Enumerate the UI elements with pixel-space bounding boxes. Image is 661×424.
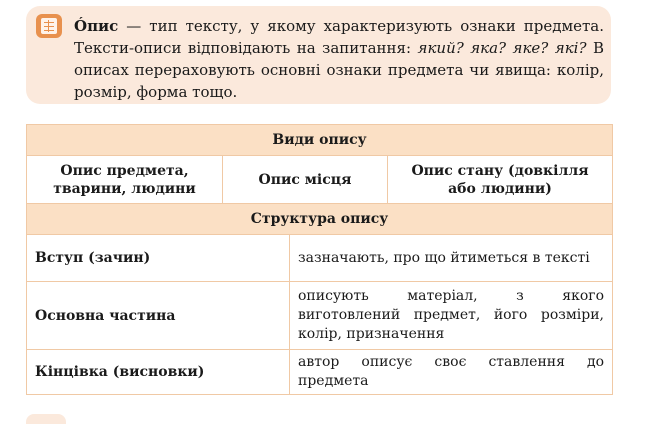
definition-text — [74, 15, 604, 103]
definition-rest: В описах перераховують основні ознаки предмета чи явища: колір, розмір, форма тощо. — [74, 39, 605, 101]
definition-body: — тип тексту, у якому характеризують ознаки предмета. Тексти-описи відповідають на запитання: — [74, 17, 604, 57]
definition-note — [26, 6, 611, 104]
table-row — [27, 282, 613, 350]
term: Óпис — [74, 17, 119, 35]
part-cell: Основна частина — [27, 282, 290, 350]
structure-title: Структура опису — [27, 204, 613, 235]
structure-title-row — [27, 204, 613, 235]
table-title-row — [27, 125, 613, 156]
desc-cell: автор описує своє ставлення до предмета — [290, 350, 613, 395]
types-row — [27, 156, 613, 204]
table-row — [27, 235, 613, 282]
next-note-edge — [26, 414, 66, 424]
part-cell: Кінцівка (висновки) — [27, 350, 290, 395]
type-cell: Опис стану (довкілля або людини) — [388, 156, 613, 204]
table-row — [27, 350, 613, 395]
questions: який? яка? яке? які? — [417, 39, 587, 57]
type-cell: Опис місця — [223, 156, 388, 204]
type-cell: Опис предмета, тварини, людини — [27, 156, 223, 204]
table-title: Види опису — [27, 125, 613, 156]
book-icon — [36, 14, 62, 38]
description-table — [26, 124, 613, 395]
part-cell: Вступ (зачин) — [27, 235, 290, 282]
desc-cell: зазначають, про що йтиметься в тексті — [290, 235, 613, 282]
desc-cell: описують матеріал, з якого виготовлений предмет, його розміри, колір, призначення — [290, 282, 613, 350]
